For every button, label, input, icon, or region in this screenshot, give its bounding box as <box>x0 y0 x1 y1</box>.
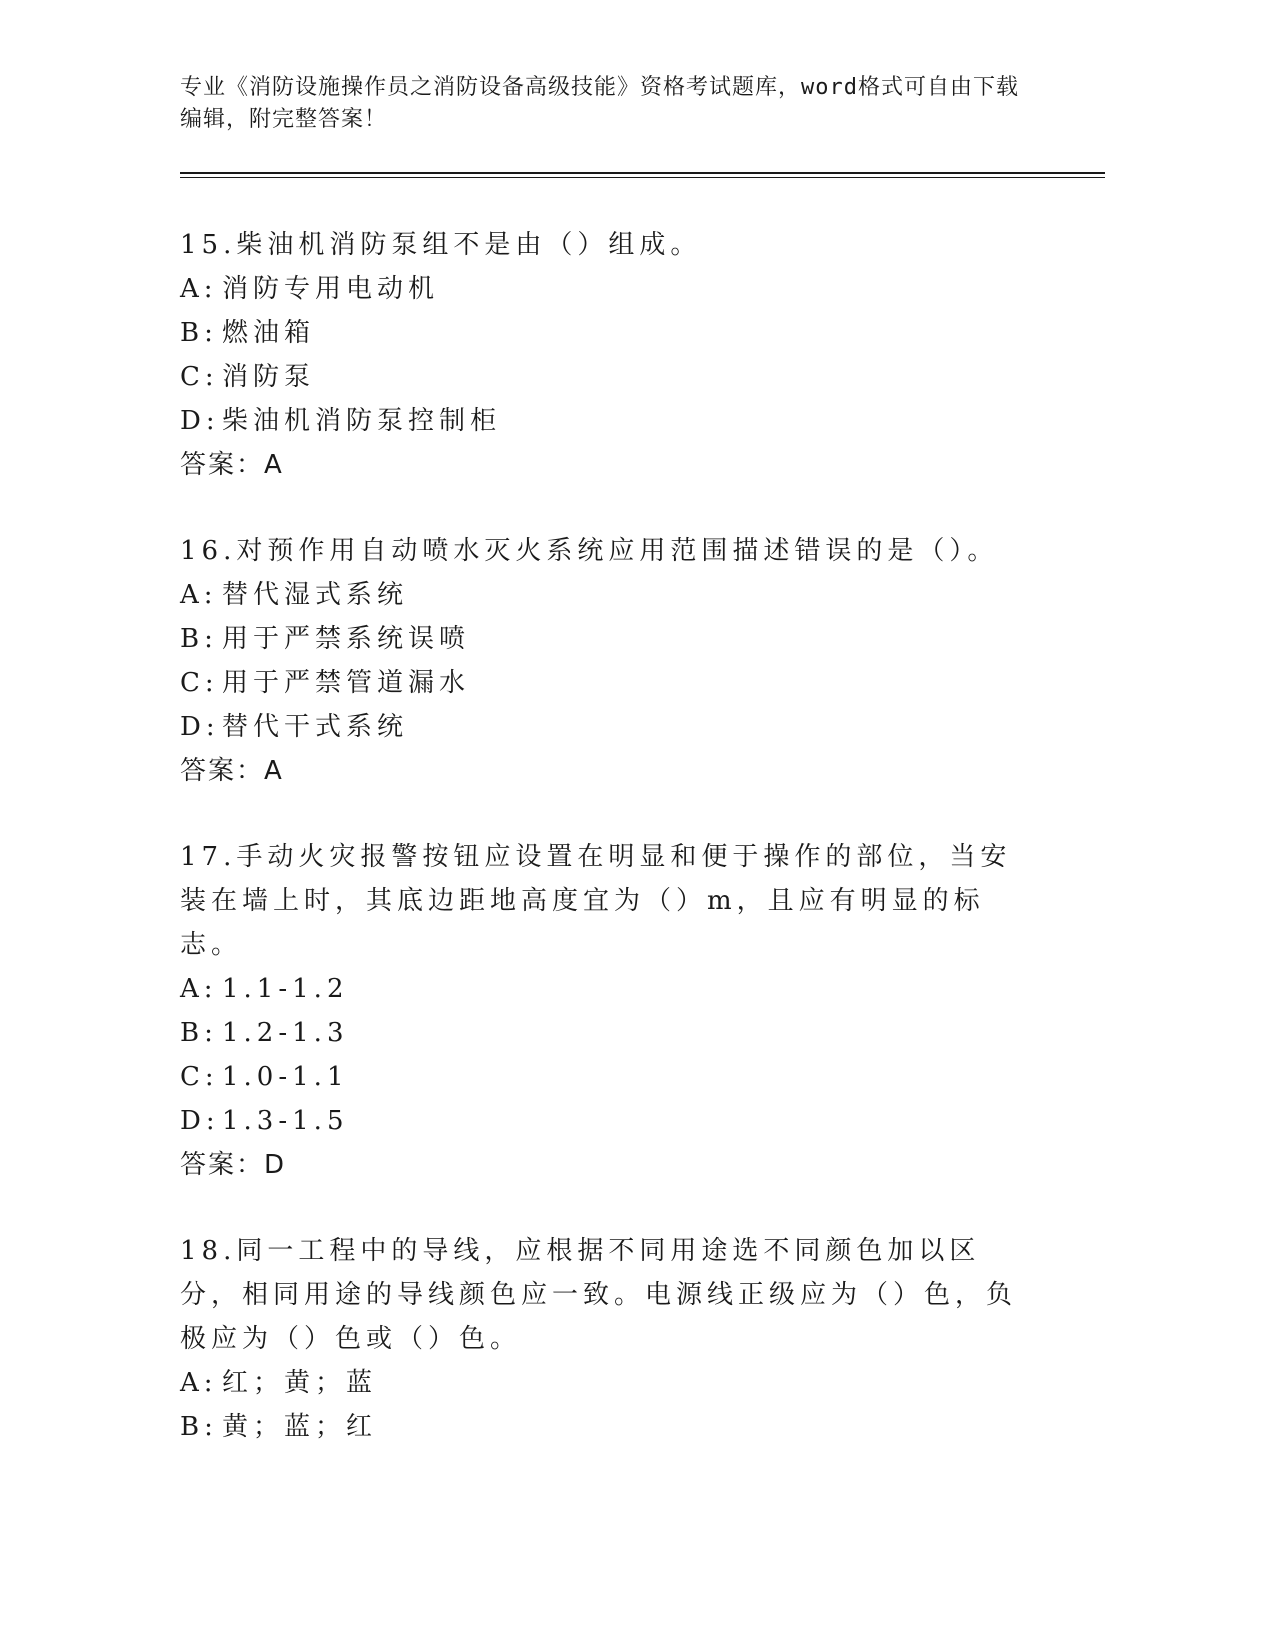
question-stem: 18.同一工程中的导线，应根据不同用途选不同颜色加以区分，相同用途的导线颜色应一致。电源线正级应为（）色，负极应为（）色或（）色。 <box>180 1236 1018 1354</box>
question-15 <box>180 223 1040 487</box>
option-text: 燃油箱 <box>222 318 316 348</box>
option-key: B: <box>180 1018 218 1048</box>
option-a <box>180 1361 1040 1405</box>
document-header: 专业《消防设施操作员之消防设备高级技能》资格考试题库，word格式可自由下载编辑，附完整答案！ <box>180 75 1019 132</box>
option-key: C: <box>180 1062 219 1092</box>
option-key: D: <box>180 712 220 742</box>
option-text: 1.2-1.3 <box>222 1018 349 1048</box>
option-text: 替代干式系统 <box>222 712 409 742</box>
option-key: D: <box>180 406 220 436</box>
option-key: A: <box>180 974 218 1004</box>
question-stem: 15.柴油机消防泵组不是由（）组成。 <box>180 230 702 260</box>
option-text: 黄；蓝；红 <box>222 1412 378 1442</box>
question-stem: 16.对预作用自动喷水灭火系统应用范围描述错误的是（）。 <box>180 536 999 566</box>
option-text: 用于严禁管道漏水 <box>222 668 471 698</box>
question-list <box>180 223 1040 1491</box>
option-text: 消防泵 <box>222 362 316 392</box>
option-text: 用于严禁系统误喷 <box>222 624 471 654</box>
option-c <box>180 661 1040 705</box>
option-b <box>180 617 1040 661</box>
question-18 <box>180 1229 1040 1449</box>
option-key: C: <box>180 362 219 392</box>
option-text: 消防专用电动机 <box>222 274 440 304</box>
option-a <box>180 967 1040 1011</box>
answer-line: 答案：A <box>180 756 284 786</box>
option-b <box>180 1405 1040 1449</box>
option-key: A: <box>180 1368 218 1398</box>
question-16 <box>180 529 1040 793</box>
option-b <box>180 1011 1040 1055</box>
option-text: 1.0-1.1 <box>222 1062 349 1092</box>
option-c <box>180 355 1040 399</box>
option-d <box>180 705 1040 749</box>
option-text: 红；黄；蓝 <box>222 1368 378 1398</box>
option-key: C: <box>180 668 219 698</box>
question-stem: 17.手动火灾报警按钮应设置在明显和便于操作的部位，当安装在墙上时，其底边距地高度宜为（）m，且应有明显的标志。 <box>180 842 1012 960</box>
question-17 <box>180 835 1040 1187</box>
option-key: B: <box>180 1412 218 1442</box>
option-text: 1.3-1.5 <box>222 1106 349 1136</box>
option-d <box>180 399 1040 443</box>
option-text: 柴油机消防泵控制柜 <box>222 406 502 436</box>
answer-line: 答案：D <box>180 1150 287 1180</box>
option-key: D: <box>180 1106 220 1136</box>
option-text: 替代湿式系统 <box>222 580 409 610</box>
option-key: A: <box>180 274 218 304</box>
option-key: B: <box>180 624 218 654</box>
option-b <box>180 311 1040 355</box>
header-divider-thick <box>180 172 1105 174</box>
answer-line: 答案：A <box>180 450 284 480</box>
option-text: 1.1-1.2 <box>222 974 349 1004</box>
option-key: A: <box>180 580 218 610</box>
option-d <box>180 1099 1040 1143</box>
option-a <box>180 573 1040 617</box>
option-a <box>180 267 1040 311</box>
option-key: B: <box>180 318 218 348</box>
header-divider-thin <box>180 177 1105 178</box>
option-c <box>180 1055 1040 1099</box>
